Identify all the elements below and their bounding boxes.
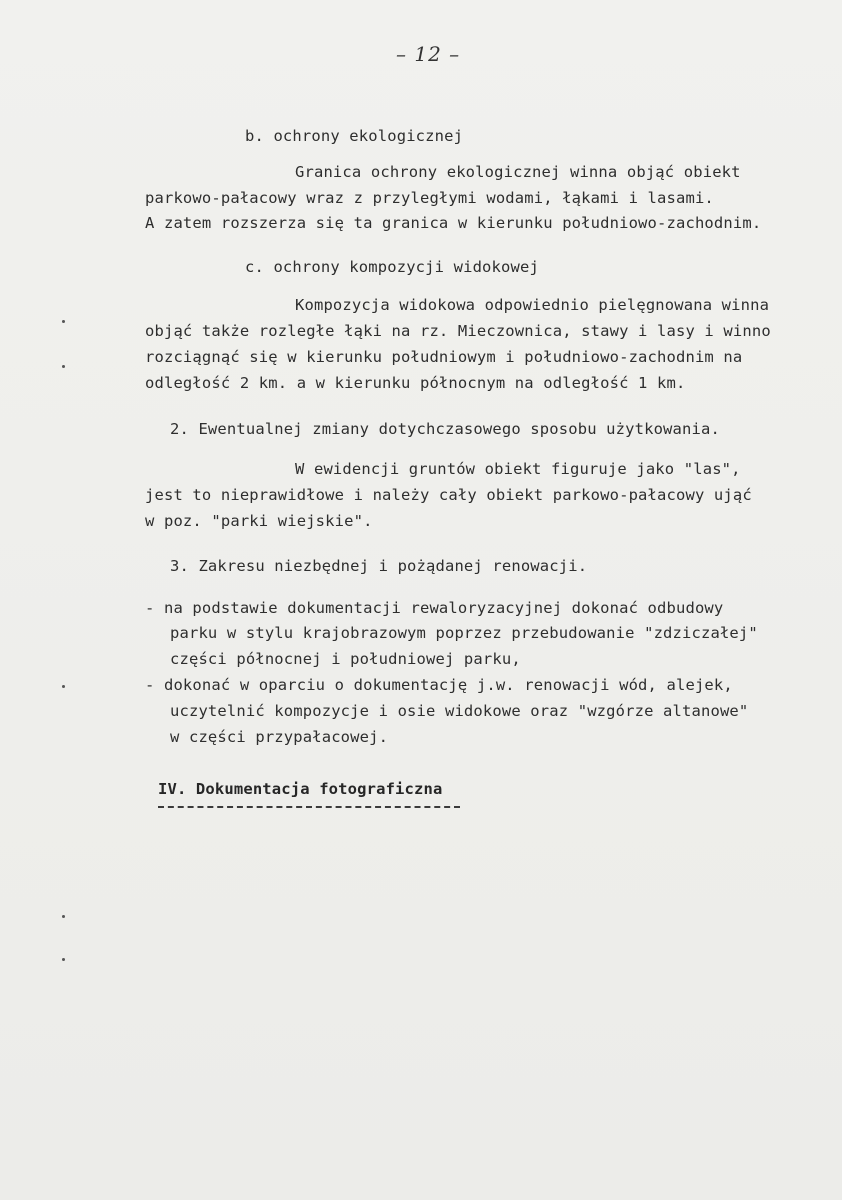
paragraph-line: Granica ochrony ekologicznej winna objąć obiekt bbox=[295, 163, 741, 181]
paragraph-line: Kompozycja widokowa odpowiednio pielęgnowana winna bbox=[295, 296, 770, 314]
paragraph-line: A zatem rozszerza się ta granica w kierunku południowo-zachodnim. bbox=[145, 214, 762, 232]
list-item-line: - na podstawie dokumentacji rewaloryzacyjnej dokonać odbudowy bbox=[145, 599, 724, 617]
paragraph-line: w poz. "parki wiejskie". bbox=[145, 512, 373, 530]
list-item-line: uczytelnić kompozycje i osie widokowe oraz "wzgórze altanowe" bbox=[170, 702, 749, 720]
paragraph-line: objąć także rozległe łąki na rz. Mieczownica, stawy i lasy i winno bbox=[145, 322, 771, 340]
page-number: – 12 – bbox=[396, 42, 461, 66]
section-heading-2: 2. Ewentualnej zmiany dotychczasowego sposobu użytkowania. bbox=[170, 420, 720, 438]
margin-mark bbox=[62, 365, 65, 368]
paragraph-line: parkowo-pałacowy wraz z przyległymi wodami, łąkami i lasami. bbox=[145, 189, 714, 207]
margin-mark bbox=[62, 958, 65, 961]
paragraph-line: odległość 2 km. a w kierunku północnym na odległość 1 km. bbox=[145, 374, 686, 392]
paragraph-line: rozciągnąć się w kierunku południowym i południowo-zachodnim na bbox=[145, 348, 743, 366]
margin-mark bbox=[62, 320, 65, 323]
paragraph-line: jest to nieprawidłowe i należy cały obiekt parkowo-pałacowy ująć bbox=[145, 486, 752, 504]
list-item-line: w części przypałacowej. bbox=[170, 728, 389, 746]
subsection-heading-b: b. ochrony ekologicznej bbox=[245, 127, 464, 145]
list-item-line: części północnej i południowej parku, bbox=[170, 650, 521, 668]
heading-underline bbox=[158, 806, 460, 808]
section-heading-iv: IV. Dokumentacja fotograficzna bbox=[158, 780, 443, 798]
margin-mark bbox=[62, 915, 65, 918]
section-heading-3: 3. Zakresu niezbędnej i pożądanej renowacji. bbox=[170, 557, 588, 575]
list-item-line: parku w stylu krajobrazowym poprzez przebudowanie "zdziczałej" bbox=[170, 624, 758, 642]
margin-mark bbox=[62, 685, 65, 688]
paragraph-line: W ewidencji gruntów obiekt figuruje jako "las", bbox=[295, 460, 741, 478]
subsection-heading-c: c. ochrony kompozycji widokowej bbox=[245, 258, 539, 276]
list-item-line: - dokonać w oparciu o dokumentację j.w. renowacji wód, alejek, bbox=[145, 676, 733, 694]
